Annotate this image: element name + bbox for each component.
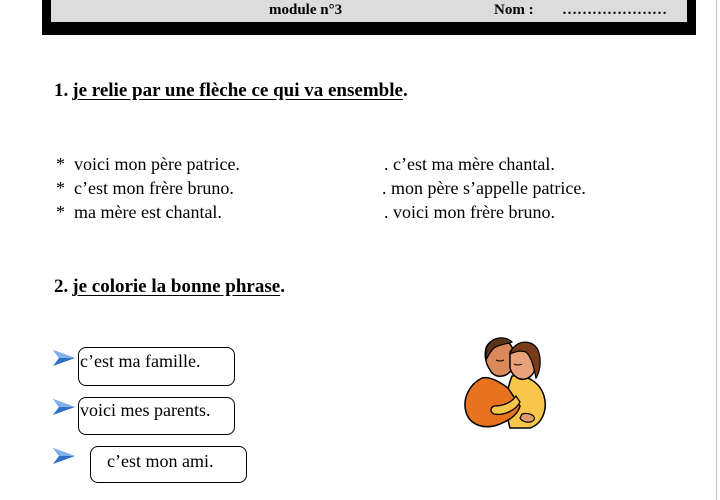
exercise-2-number: 2. [54, 276, 69, 297]
phrase-option[interactable]: c’est ma famille. [78, 347, 235, 386]
match-left-text: voici mon père patrice. [74, 154, 240, 174]
arrow-bullet-icon [52, 349, 76, 367]
exercise-1-title: je relie par une flèche ce qui va ensemble [72, 80, 403, 101]
name-label: Nom : [494, 2, 534, 18]
bullet-star: * [56, 178, 65, 198]
exercise-1-heading [54, 80, 408, 102]
match-left-item[interactable] [56, 200, 240, 224]
match-left-text: ma mère est chantal. [74, 202, 222, 222]
match-left-item[interactable] [56, 176, 240, 200]
arrow-bullet-icon [52, 398, 76, 416]
header-field [51, 0, 687, 22]
match-right-item[interactable]: . c’est ma mère chantal. [384, 154, 555, 174]
match-left-column [56, 152, 240, 224]
match-right-item[interactable]: . voici mon frère bruno. [384, 202, 555, 222]
header-band [42, 0, 696, 35]
match-left-item[interactable] [56, 152, 240, 176]
module-label: module n°3 [269, 2, 343, 18]
bullet-star: * [56, 154, 65, 174]
exercise-1-number: 1. [54, 80, 69, 101]
match-right-item[interactable]: . mon père s’appelle patrice. [382, 178, 586, 198]
arrow-bullet-icon [52, 447, 76, 465]
couple-hugging-clipart [460, 330, 564, 434]
exercise-2-period: . [280, 276, 285, 297]
phrase-option[interactable]: voici mes parents. [78, 397, 235, 435]
exercise-2-title: je colorie la bonne phrase [72, 276, 281, 297]
match-right-column [384, 152, 586, 224]
exercise-2-heading [54, 276, 285, 298]
bullet-star: * [56, 202, 65, 222]
phrase-option[interactable]: c’est mon ami. [90, 446, 247, 483]
name-blank[interactable]: ………………… [562, 2, 667, 18]
match-left-text: c’est mon frère bruno. [74, 178, 234, 198]
page-edge-rule [716, 0, 717, 500]
exercise-1-period: . [402, 80, 408, 101]
